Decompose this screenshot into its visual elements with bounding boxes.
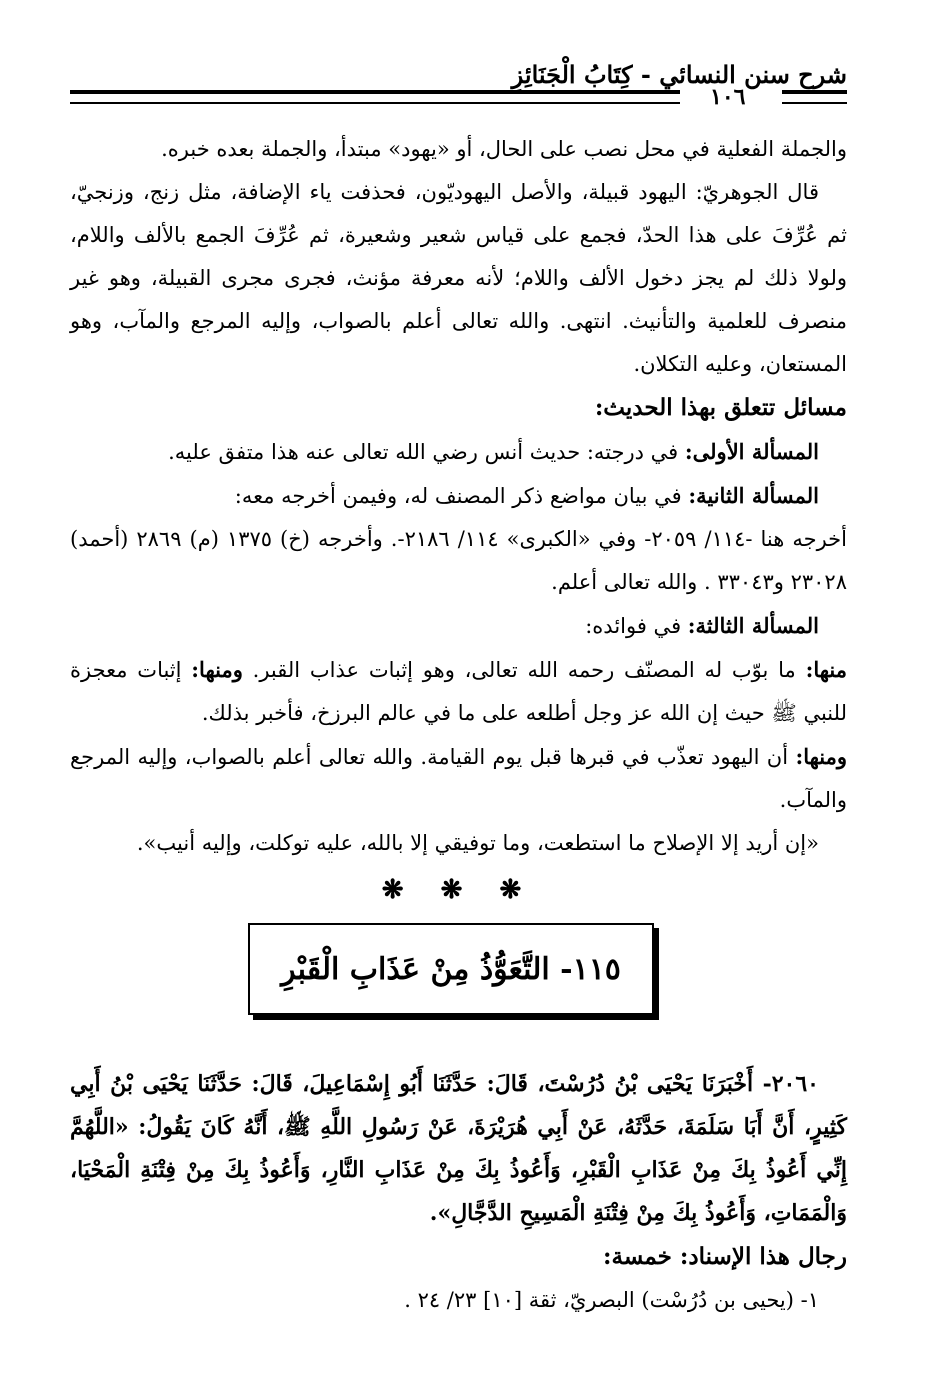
header-rule-right	[782, 90, 847, 104]
benefit-3	[70, 735, 847, 822]
header-rule-left	[70, 90, 680, 104]
closing-quote: «إن أريد إلا الإصلاح ما استطعت، وما توفيقي إلا بالله، عليه توكلت، وإليه أنيب».	[136, 831, 819, 855]
paragraph-1: والجملة الفعلية في محل نصب على الحال، أو «يهود» مبتدأ، والجملة بعده خبره.	[161, 137, 847, 161]
benefit-2-label: ومنها:	[191, 657, 243, 682]
benefit-3-text: أن اليهود تعذّب في قبرها قبل يوم القيامة. والله تعالى أعلم بالصواب، وإليه المرجع والمآب.	[70, 745, 847, 812]
issue-1-label: المسألة الأولى:	[684, 439, 819, 464]
page-body	[70, 128, 847, 1322]
chapter-box-wrap	[70, 923, 847, 1043]
page-number: ١٠٦	[710, 84, 746, 110]
paragraph-2: قال الجوهريّ: اليهود قبيلة، والأصل اليهوديّون، فحذفت ياء الإضافة، مثل زنج، وزنجيّ، ثم عُرِّفَ على هذا الحدّ، فجمع على قياس شعير وشعيرة، ثم عُرِّفَ الجمع بالألف واللام، ولولا ذلك لم يجز دخول الألف واللام؛ لأنه معرفة مؤنث، فجرى مجرى القبيلة، وهو غير منصرف للعلمية والتأنيث. انتهى. والله تعالى أعلم بالصواب، وإليه المرجع والمآب، وهو المستعان، وعليه التكلان.	[70, 180, 847, 376]
issue-3	[70, 604, 847, 648]
hadith-text: ٢٠٦٠- أَخْبَرَنَا يَحْيَى بْنُ دُرُسْتَ، قَالَ: حَدَّثَنَا أَبُو إِسْمَاعِيلَ، قَالَ: حَدَّثَنَا يَحْيَى بْنُ أَبِي كَثِيرٍ، أَنَّ أَبَا سَلَمَةَ، حَدَّثَهُ، عَنْ أَبِي هُرَيْرَةَ، عَنْ رَسُولِ اللَّهِ ﷺ، أَنَّهُ كَانَ يَقُولُ: «اللَّهُمَّ إِنِّي أَعُوذُ بِكَ مِنْ عَذَابِ الْقَبْرِ، وَأَعُوذُ بِكَ مِنْ عَذَابِ النَّارِ، وَأَعُوذُ بِكَ مِنْ فِتْنَةِ الْمَحْيَا، وَالْمَمَاتِ، وَأَعُوذُ بِكَ مِنْ فِتْنَةِ الْمَسِيحِ الدَّجَّالِ».	[70, 1071, 847, 1226]
benefit-3-label: ومنها:	[795, 744, 847, 769]
issue-3-label: المسألة الثالثة:	[687, 613, 819, 638]
hadith-block	[70, 1063, 847, 1235]
benefit-1-text: ما بوّب له المصنّف رحمه الله تعالى، وهو إثبات عذاب القبر.	[252, 658, 796, 682]
benefit-2-text: إثبات معجزة للنبي ﷺ حيث إن الله عز وجل أطلعه على ما في عالم البرزخ، فأخبر بذلك.	[70, 658, 847, 725]
benefit-1-label: منها:	[805, 657, 848, 682]
issue-2	[70, 474, 847, 518]
section-separator: ❋ ❋ ❋	[381, 875, 536, 905]
issue-1-text: في درجته: حديث أنس رضي الله تعالى عنه هذا متفق عليه.	[168, 440, 679, 464]
benefits	[70, 648, 847, 735]
header-title: شرح سنن النسائي - كِتَابُ الْجَنَائِزِ	[511, 60, 847, 89]
chapter-title: ١١٥- التَّعَوُّذُ مِنْ عَذَابِ الْقَبْرِ	[248, 923, 654, 1015]
narrators-heading: رجال هذا الإسناد: خمسة:	[603, 1243, 847, 1270]
issue-2-detail: أخرجه هنا -١١٤/ ٢٠٥٩- وفي «الكبرى» ١١٤/ ٢١٨٦-. وأخرجه (خ) ١٣٧٥ (م) ٢٨٦٩ (أحمد) ٢٣٠٢٨ و٣٣٠٤٣ . والله تعالى أعلم.	[70, 527, 847, 594]
issue-3-text: في فوائده:	[585, 614, 682, 638]
issue-2-label: المسألة الثانية:	[688, 483, 819, 508]
issue-2-text: في بيان مواضع ذكر المصنف له، وفيمن أخرجه معه:	[234, 484, 682, 508]
issues-heading: مسائل تتعلق بهذا الحديث:	[594, 394, 847, 421]
issue-1	[70, 430, 847, 474]
narrator-1: ١- (يحيى بن دُرُسْت) البصريّ، ثقة [١٠] ٢٣/ ٢٤ .	[404, 1288, 819, 1312]
running-header	[70, 60, 847, 114]
